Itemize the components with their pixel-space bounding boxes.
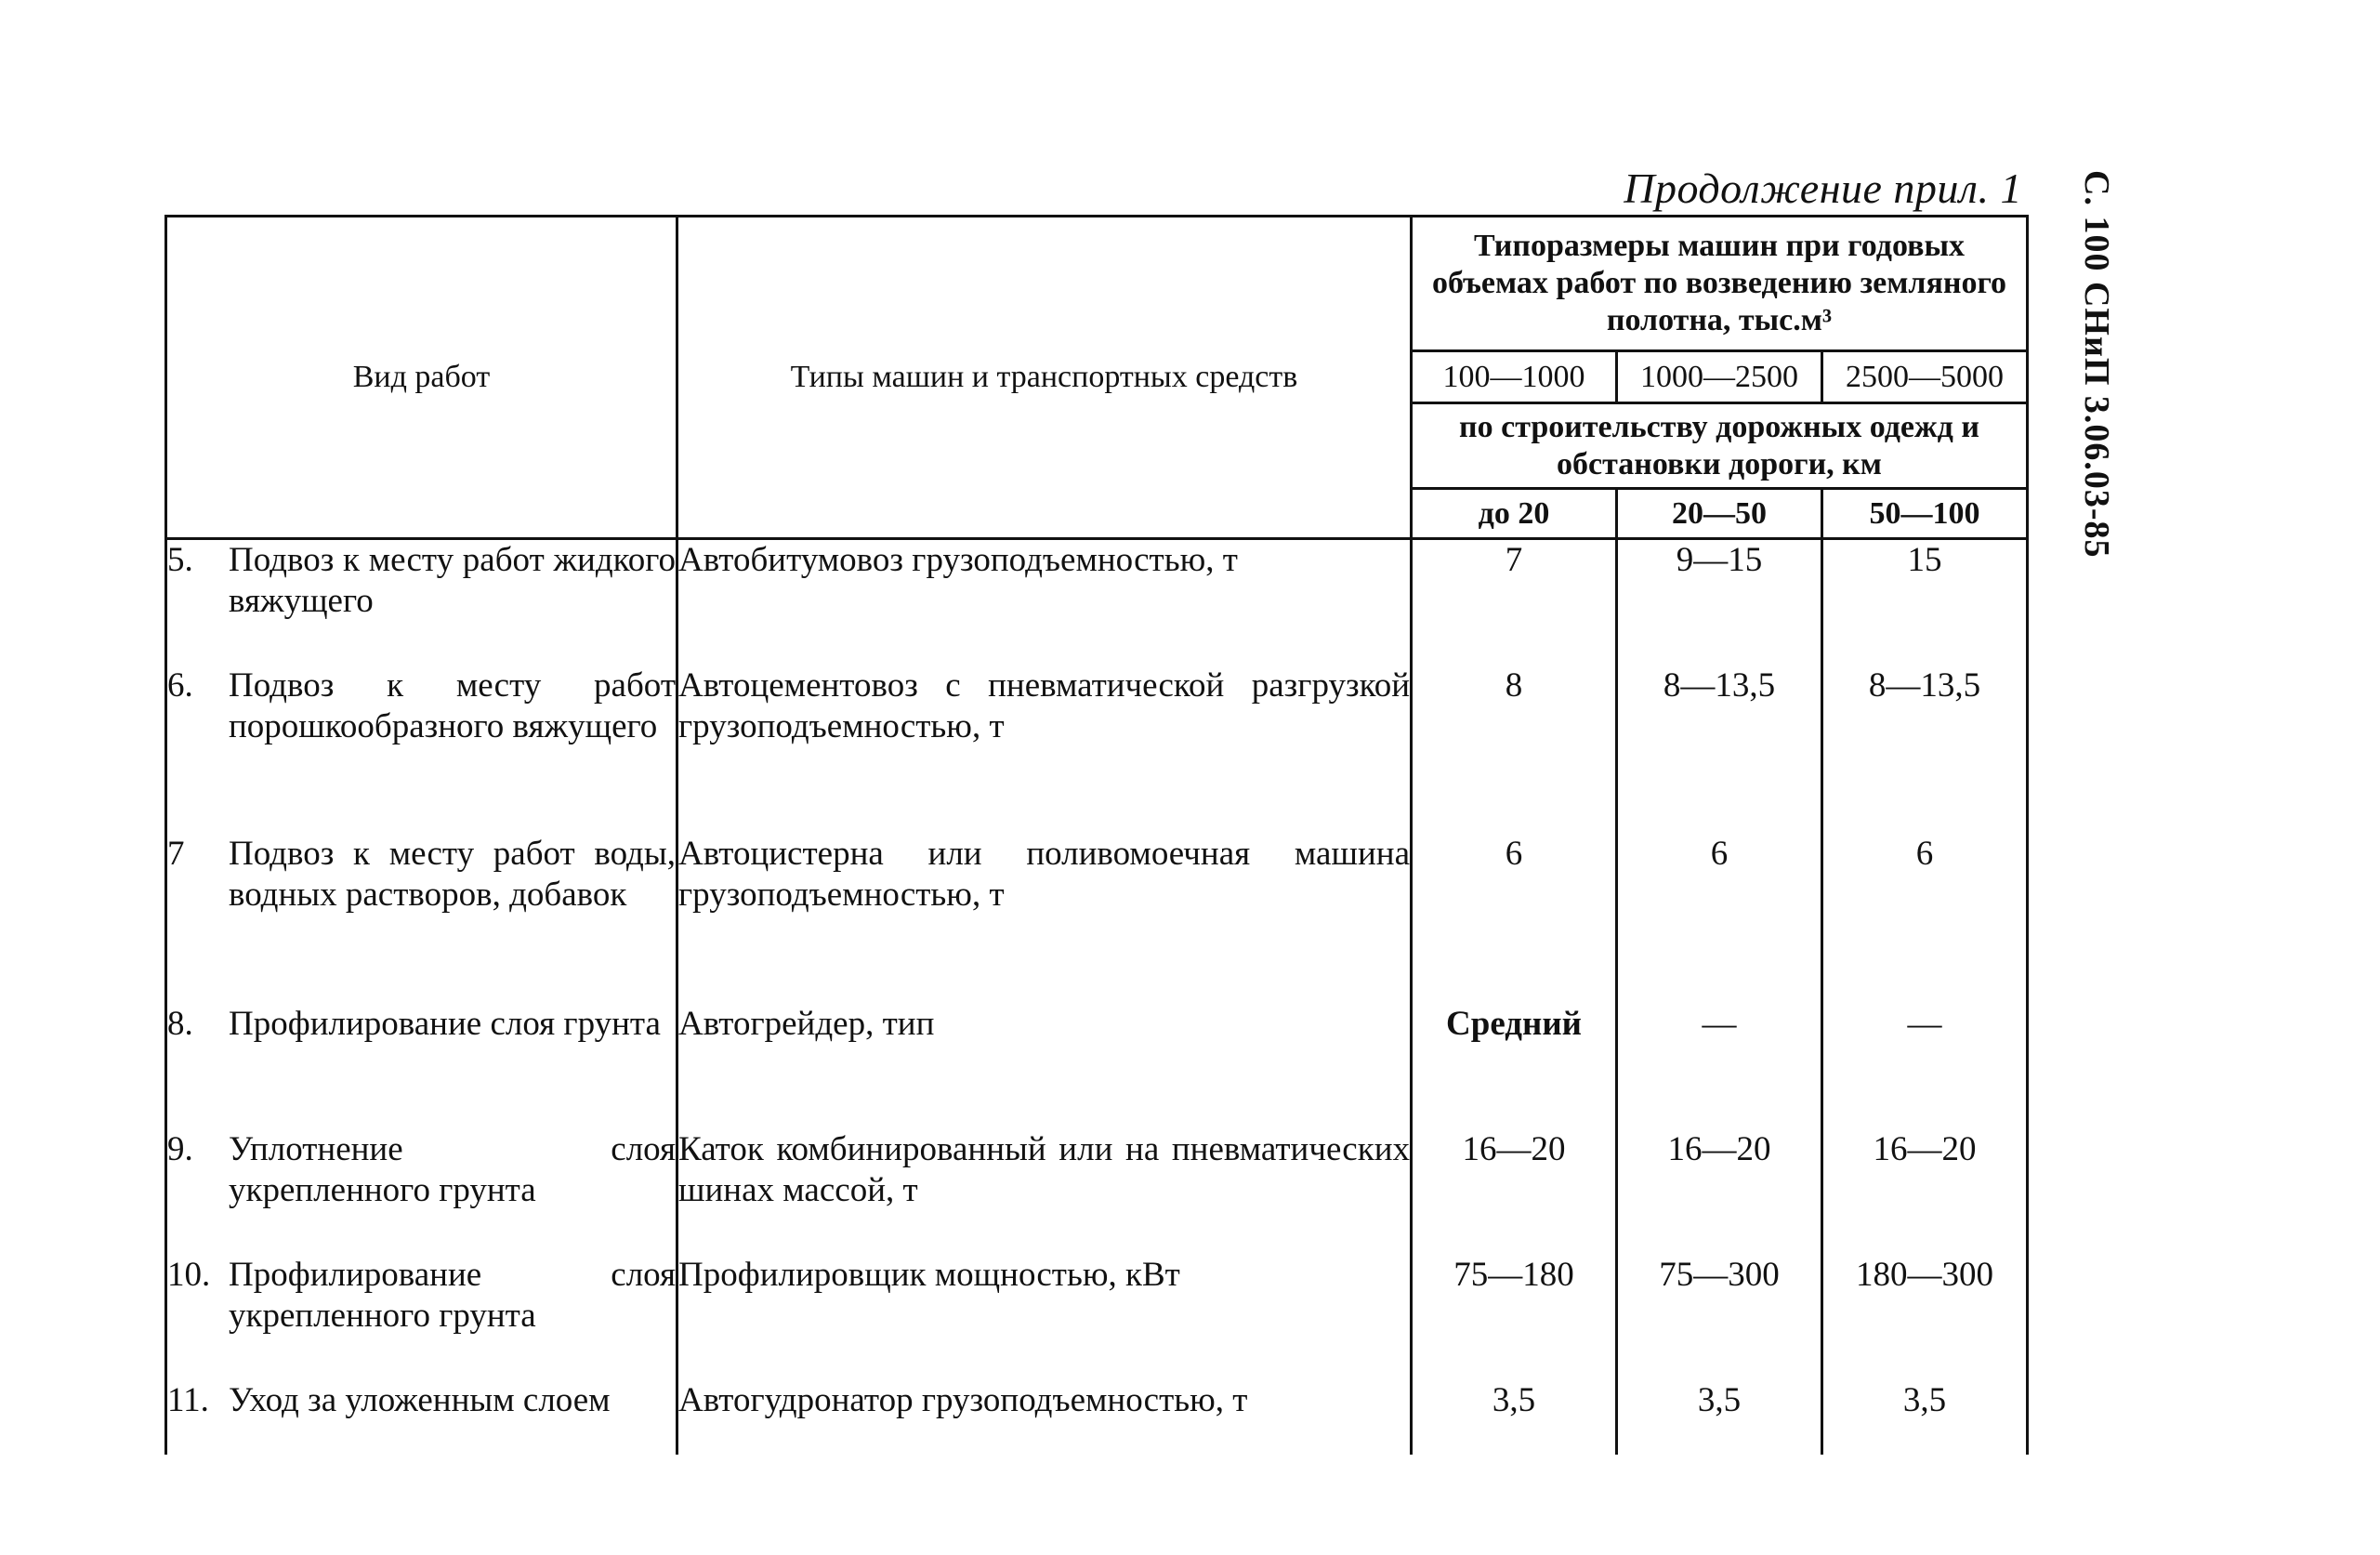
row-value: 9—15 (1617, 539, 1822, 665)
header-work-type: Вид работ (166, 217, 677, 539)
row-value: 6 (1617, 834, 1822, 1004)
row-work: Профилирование слоя укрепленного грунта (229, 1255, 676, 1335)
table-row (166, 834, 2028, 1004)
row-value: 16—20 (1412, 1129, 1617, 1255)
row-value: 16—20 (1822, 1129, 2028, 1255)
row-machine: Автобитумовоз грузоподъемностью, т (677, 539, 1412, 665)
header-volume-range: 2500—5000 (1822, 351, 2028, 403)
row-value: 8 (1412, 665, 1617, 834)
table-row (166, 1255, 2028, 1380)
document-side-label: С. 100 СНиП 3.06.03-85 (2077, 170, 2116, 559)
header-distance-range: 50—100 (1822, 489, 2028, 539)
row-work: Подвоз к месту работ воды, водных растворов, добавок (229, 834, 676, 914)
header-group-title: Типоразмеры машин при годовых объемах работ по возведению земляного полотна, тыс.м³ (1412, 217, 2028, 351)
row-number: 9. (167, 1129, 193, 1168)
row-machine: Каток комбинированный или на пневматических шинах массой, т (677, 1129, 1412, 1255)
row-value: 15 (1822, 539, 2028, 665)
row-value: 3,5 (1412, 1380, 1617, 1455)
row-machine: Автоцистерна или поливомоечная машина грузоподъемностью, т (677, 834, 1412, 1004)
row-machine: Автогрейдер, тип (677, 1004, 1412, 1129)
table-row (166, 1004, 2028, 1129)
row-machine: Автогудронатор грузоподъемностью, т (677, 1380, 1412, 1455)
row-work: Профилирование слоя грунта (229, 1004, 661, 1043)
row-value: — (1617, 1004, 1822, 1129)
page-caption: Продолжение прил. 1 (1624, 165, 2022, 212)
table-row (166, 1380, 2028, 1455)
header-volume-range: 1000—2500 (1617, 351, 1822, 403)
row-value: 16—20 (1617, 1129, 1822, 1255)
row-machine: Профилировщик мощностью, кВт (677, 1255, 1412, 1380)
row-value: 8—13,5 (1617, 665, 1822, 834)
machines-table (164, 215, 2029, 1455)
header-machine-type: Типы машин и транспортных средств (677, 217, 1412, 539)
table-row (166, 1129, 2028, 1255)
row-number: 6. (167, 665, 193, 705)
row-work: Уплотнение слоя укрепленного грунта (229, 1129, 676, 1209)
header-distance-range: 20—50 (1617, 489, 1822, 539)
row-value: Средний (1412, 1004, 1617, 1129)
row-number: 7 (167, 834, 185, 873)
header-pavement-title: по строительству дорожных одежд и обстановки дороги, км (1412, 403, 2028, 489)
row-machine: Автоцементовоз с пневматической разгрузкой грузоподъемностью, т (677, 665, 1412, 834)
row-value: 7 (1412, 539, 1617, 665)
row-value: 180—300 (1822, 1255, 2028, 1380)
header-volume-range: 100—1000 (1412, 351, 1617, 403)
header-distance-range: до 20 (1412, 489, 1617, 539)
row-number: 10. (167, 1255, 211, 1294)
row-value: 75—180 (1412, 1255, 1617, 1380)
row-value: 3,5 (1822, 1380, 2028, 1455)
row-value: 6 (1822, 834, 2028, 1004)
row-value: 6 (1412, 834, 1617, 1004)
table-row (166, 539, 2028, 665)
row-value: 3,5 (1617, 1380, 1822, 1455)
row-value: — (1822, 1004, 2028, 1129)
row-number: 5. (167, 541, 193, 579)
row-work: Уход за уложенным слоем (229, 1380, 611, 1419)
row-number: 11. (167, 1380, 209, 1419)
row-work: Подвоз к месту работ порошкообразного вяжущего (229, 665, 676, 745)
table-row (166, 665, 2028, 834)
row-value: 75—300 (1617, 1255, 1822, 1380)
row-value: 8—13,5 (1822, 665, 2028, 834)
row-work: Подвоз к месту работ жидкого вяжущего (229, 541, 676, 620)
row-number: 8. (167, 1004, 193, 1043)
